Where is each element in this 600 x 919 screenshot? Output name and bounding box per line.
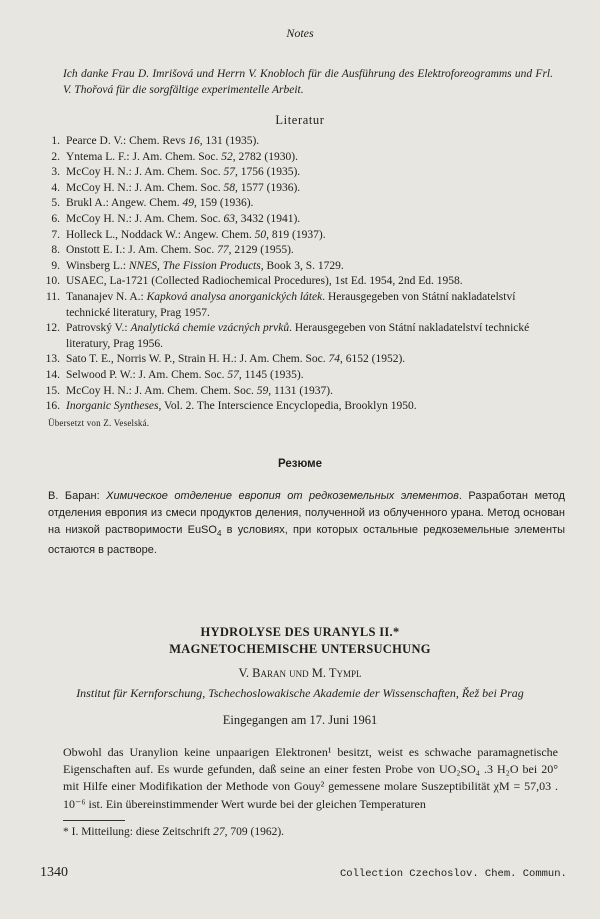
reference-text: Onstott E. I.: J. Am. Chem. Soc. <box>66 244 218 257</box>
reference-number: 7. <box>51 228 60 241</box>
reference-item <box>40 290 560 321</box>
reference-text: Yntema L. F.: J. Am. Chem. Soc. <box>66 150 222 163</box>
reference-number: 4. <box>51 181 60 194</box>
reference-volume: 52 <box>221 150 233 163</box>
reference-number: 15. <box>45 384 60 397</box>
reference-item <box>40 243 560 259</box>
reference-volume: 49 <box>182 197 194 210</box>
reference-item <box>40 399 560 415</box>
reference-volume: 16 <box>188 135 200 147</box>
reference-list <box>40 134 560 415</box>
reference-text: McCoy H. N.: J. Am. Chem. Chem. Soc. <box>66 384 257 397</box>
reference-item <box>40 384 560 400</box>
reference-number: 10. <box>45 275 60 288</box>
reference-item <box>40 321 560 352</box>
reference-text: Sato T. E., Norris W. P., Strain H. H.: J. Am. Chem. Soc. <box>66 353 329 366</box>
reference-text: Patrovský V.: <box>66 322 131 335</box>
reference-text: Holleck L., Noddack W.: Angew. Chem. <box>66 228 255 241</box>
reference-number: 3. <box>51 166 60 179</box>
reference-text-end: , 819 (1937). <box>266 228 326 241</box>
resume-text-b: в условиях, при которых остальные редкоземельные элементы остаются в растворе. <box>48 524 566 557</box>
running-header: Notes <box>286 26 314 40</box>
footnote-pre: * I. Mitteilung: diese Zeitschrift <box>63 826 214 838</box>
reference-text: Tananajev N. A.: <box>66 290 147 303</box>
reference-item <box>40 212 560 228</box>
reference-text-end: . Herausgegeben von Státní nakladatelství technické literatury, Prag 1957. <box>66 290 516 319</box>
reference-volume: 58 <box>223 181 235 194</box>
article-title-line-2: MAGNETOCHEMISCHE UNTERSUCHUNG <box>169 642 431 656</box>
received-date: Eingegangen am 17. Juni 1961 <box>222 713 378 727</box>
resume-heading: Резюме <box>277 458 323 470</box>
reference-number: 2. <box>51 150 60 163</box>
reference-volume: 63 <box>223 212 235 225</box>
reference-text-end: , 1131 (1937). <box>268 384 333 397</box>
reference-text: USAEC, La-1721 (Collected Radiochemical Procedures), 1st Ed. 1954, 2nd Ed. 1958. <box>66 275 463 288</box>
reference-text-end: , 1577 (1936). <box>235 181 301 194</box>
reference-text: Selwood P. W.: J. Am. Chem. Soc. <box>66 368 228 381</box>
reference-volume: NNES, The Fission Products <box>128 259 261 272</box>
reference-text: Winsberg L.: <box>66 259 129 272</box>
article-title-line-1: HYDROLYSE DES URANYLS II.* <box>200 625 400 639</box>
translator-credit: Übersetzt von Z. Veselská. <box>48 418 150 428</box>
reference-volume: 57 <box>227 368 239 381</box>
reference-text-end: , Book 3, S. 1729. <box>260 259 344 272</box>
reference-text: McCoy H. N.: J. Am. Chem. Soc. <box>66 212 224 225</box>
reference-item <box>40 134 560 150</box>
reference-item <box>40 274 560 290</box>
footnote-rule <box>63 820 125 821</box>
resume-author: В. Баран: <box>48 490 107 502</box>
reference-text: McCoy H. N.: J. Am. Chem. Soc. <box>66 181 224 194</box>
reference-text-end: , 1145 (1935). <box>238 368 304 381</box>
literature-heading: Literatur <box>275 113 325 127</box>
reference-volume: 50 <box>254 228 267 241</box>
reference-item <box>40 352 560 368</box>
resume-text-a: . Разработан метод отделения европия из смеси продуктов деления, полученной из облученного урана. Метод основан на низкой растворимости EuSO <box>48 490 565 536</box>
footnote-volume: 27 <box>213 826 225 838</box>
reference-number: 5. <box>51 197 60 210</box>
reference-number: 9. <box>51 259 60 272</box>
reference-text-end: , 159 (1936). <box>194 197 254 210</box>
reference-item <box>40 228 560 244</box>
reference-number: 1. <box>51 135 60 147</box>
reference-text-end: , 2129 (1955). <box>228 244 294 257</box>
reference-volume: Kapková analysa anorganických látek <box>146 290 323 303</box>
reference-text-end: , 1756 (1935). <box>235 166 301 179</box>
reference-number: 13. <box>45 353 60 366</box>
reference-text-end: . Herausgegeben von Státní nakladatelství technické literatury, Prag 1956. <box>66 322 530 350</box>
reference-item <box>40 259 560 275</box>
reference-item <box>40 150 560 166</box>
reference-number: 14. <box>45 368 60 381</box>
reference-text: McCoy H. N.: J. Am. Chem. Soc. <box>66 166 224 179</box>
reference-text-end: , 3432 (1941). <box>235 212 301 225</box>
reference-item <box>40 368 560 384</box>
footnote <box>63 826 284 838</box>
reference-text-end: , Vol. 2. The Interscience Encyclopedia, Brooklyn 1950. <box>158 400 417 413</box>
article-title <box>0 624 600 658</box>
reference-number: 12. <box>45 322 60 335</box>
resume-title: Химическое отделение европия от редкоземельных элементов <box>106 490 459 502</box>
reference-item <box>40 165 560 181</box>
reference-volume: 57 <box>223 166 235 179</box>
article-body: Obwohl das Uranylion keine unpaarigen Elektronen¹ besitzt, weist es schwache paramagnetische Eigenschaften auf. Es wurde gefunden, daß seine an einer festen Probe von UO₂SO₄ .3 H₂O bei 20° mit Hilfe einer Modifikation der Methode von Gouy² gemessene molare Suszeptibilität χM = 57,03 . 10⁻⁶ ist. Ein übereinstimmender Wert wurde bei der gleichen Temperaturen <box>63 745 558 811</box>
reference-item <box>40 196 560 212</box>
reference-text: Brukl A.: Angew. Chem. <box>66 197 183 210</box>
journal-name: Collection Czechoslov. Chem. Commun. <box>340 868 567 880</box>
reference-text-end: , 6152 (1952). <box>340 353 406 366</box>
article-institute: Institut für Kernforschung, Tschechoslowakische Akademie der Wissenschaften, Řež bei Prag <box>76 686 524 700</box>
resume-subscript: 4 <box>216 529 222 539</box>
reference-volume: 74 <box>328 353 340 366</box>
reference-number: 6. <box>51 212 60 225</box>
reference-number: 8. <box>51 244 60 257</box>
reference-volume: Analytická chemie vzácných prvků <box>130 322 290 335</box>
reference-volume: 77 <box>217 244 229 257</box>
reference-text: Pearce D. V.: Chem. Revs <box>66 135 189 147</box>
page-number: 1340 <box>40 865 68 880</box>
reference-item <box>40 181 560 197</box>
reference-number: 11. <box>46 290 60 303</box>
reference-text-end: , 2782 (1930). <box>232 150 298 163</box>
reference-volume: 59 <box>256 384 269 397</box>
article-authors: V. Baran und M. Tympl <box>238 666 362 680</box>
reference-number: 16. <box>45 400 60 413</box>
reference-volume: Inorganic Syntheses <box>66 400 159 413</box>
footnote-post: , 709 (1962). <box>224 826 285 838</box>
resume-paragraph <box>48 488 565 559</box>
acknowledgement: Ich danke Frau D. Imrišová und Herrn V. Knobloch für die Ausführung des Elektroforeogramms und Frl. V. Thořová für die sorgfältige experimentelle Arbeit. <box>63 68 553 96</box>
reference-text-end: , 131 (1935). <box>199 135 260 147</box>
